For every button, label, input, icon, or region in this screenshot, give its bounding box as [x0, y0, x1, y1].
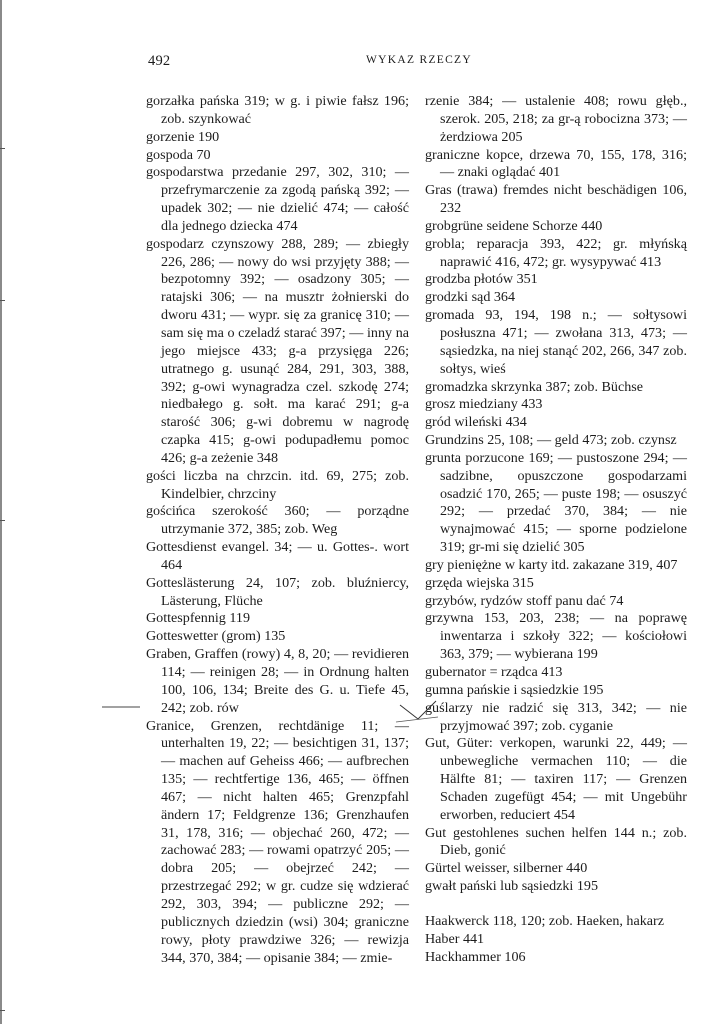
index-entry: Graben, Graffen (rowy) 4, 8, 20; — revidieren 114; — reinigen 28; — in Ordnung halten 100, 106, 134; Breite des G. u. Tiefe 45, 242; zob. rów: [146, 646, 409, 716]
index-entry: Gut gestohlenes suchen helfen 144 n.; zob. Dieb, gonić: [425, 824, 687, 859]
index-entry: gwałt pański lub sąsiedzki 195: [425, 878, 599, 895]
index-entry: grzywna 153, 203, 238; — na poprawę inwentarza i szkoły 322; — kościołowi 363, 379; — wybierana 199: [425, 610, 687, 663]
index-entry: rzenie 384; — ustalenie 408; rowu głęb., szerok. 205, 218; za gr-ą robocizna 373; — żerdziowa 205: [425, 93, 687, 145]
index-column-right: [425, 93, 687, 967]
index-entry: Gut, Güter: verkopen, warunki 22, 449; — unbewegliche vermachen 110; — die Hälfte 81; — taxiren 117; — Grenzen Schaden zugefügt 454; — mit Ungebühr erworben, reduciert 454: [425, 735, 687, 823]
index-entry: grobgrüne seidene Schorze 440: [425, 217, 603, 234]
scan-mark: [0, 520, 5, 521]
index-entry: gromadzka skrzynka 387; zob. Büchse: [425, 378, 643, 395]
index-entry: gospoda 70: [146, 146, 211, 163]
index-entry: gry pieniężne w karty itd. zakazane 319, 407: [425, 556, 678, 573]
index-entry: Gotteslästerung 24, 107; zob. bluźniercy, Lästerung, Flüche: [146, 574, 409, 609]
index-entry: grzęda wiejska 315: [425, 574, 534, 591]
index-entry: gości liczba na chrzcin. itd. 69, 275; zob. Kindelbier, chrzciny: [146, 467, 409, 502]
index-entry: Gottesdienst evangel. 34; — u. Gottes-. wort 464: [146, 539, 409, 573]
scan-edge-shadow: [0, 0, 2, 1024]
index-entry: gorzenie 190: [146, 128, 220, 145]
index-entry: gorzałka pańska 319; w g. i piwie fałsz 196; zob. szynkować: [146, 93, 409, 127]
index-entry: Grundzins 25, 108; — geld 473; zob. czynsz: [425, 432, 677, 449]
running-head: WYKAZ RZECZY: [366, 54, 472, 66]
page-number: 492: [148, 53, 171, 69]
index-entry: Gürtel weisser, silberner 440: [425, 860, 588, 877]
index-entry: grobla; reparacja 393, 422; gr. młyńską naprawić 416, 472; gr. wysypywać 413: [425, 235, 687, 270]
index-entry: gospodarstwa przedanie 297, 302, 310; — przefrymarczenie za zgodą pańską 392; — upadek 302; — nie dzielić 474; — całość dla jednego dziecka 474: [146, 164, 409, 234]
index-entry: graniczne kopce, drzewa 70, 155, 178, 316; — znaki oglądać 401: [425, 146, 687, 181]
index-entry: grosz miedziany 433: [425, 396, 543, 413]
index-entry: Granice, Grenzen, rechtdänige 11; — unterhalten 19, 22; — besichtigen 31, 137; — machen auf Geheiss 466; — aufbrechen 135; — rechtfertige 136, 465; — öffnen 467; — nicht halten 465; Grenzpfahl ändern 17; Feldgrenze 136; Grenzhaufen 31, 178, 316; — objechać 260, 472; — zachować 283; — rowami opatrzyć 205; — dobra 205; — obejrzeć 242; — przestrzegać 292; w gr. cudze się wdzierać 292, 303, 394; — publiczne 292; — publicznych dziedzin (wsi) 304; graniczne rowy, płoty prawdziwe 326; — rewizja 344, 370, 384; — opisanie 384; — zmie-: [146, 717, 409, 966]
index-entry: gromada 93, 194, 198 n.; — sołtysowi posłuszna 471; — zwołana 313, 473; — sąsiedzka, na niej stanąć 202, 266, 347 zob. sołtys, wieś: [425, 307, 687, 377]
index-entry: Hackhammer 106: [425, 948, 526, 965]
index-entry: gospodarz czynszowy 288, 289; — zbiegły 226, 286; — nowy do wsi przyjęty 388; — bezpotomny 392; — osadzony 305; — ratajski 306; — na musztr żołnierski do dworu 431; — wypr. się za granicę 310; — sam się ma o czeladź starać 397; — inny na jego miejsce 433; g-a przysięga 226; utratnego g. usunąć 284, 291, 303, 388, 392; g-owi wynagradza czel. szkodę 274; niedbałego g. sołt. ma karać 291; g-a starość 306; g-wi dobremu w nagrodę czapka 415; g-owi podupadłemu pomoc 426; g-a zeżenie 348: [146, 235, 409, 466]
index-entry: gościńca szerokość 360; — porządne utrzymanie 372, 385; zob. Weg: [146, 503, 409, 538]
scan-mark: [0, 148, 5, 149]
index-entry: Haakwerck 118, 120; zob. Haeken, hakarz: [425, 912, 664, 929]
index-entry: grodzki sąd 364: [425, 289, 516, 306]
index-entry: gumna pańskie i sąsiedzkie 195: [425, 681, 604, 698]
index-entry: gubernator = rządca 413: [425, 664, 563, 680]
index-entry: grodzba płotów 351: [425, 271, 538, 288]
index-entry: Gottespfennig 119: [146, 610, 250, 627]
index-entry: grzybów, rydzów stoff panu dać 74: [425, 592, 624, 609]
index-entry: gród wileński 434: [425, 414, 527, 431]
index-entry: Gotteswetter (grom) 135: [146, 628, 286, 645]
index-entry: guślarzy nie radzić się 313, 342; — nie przyjmować 397; zob. cyganie: [425, 699, 687, 734]
scan-mark: [0, 300, 5, 301]
scan-mark: [0, 1010, 5, 1011]
index-entry: Haber 441: [425, 930, 485, 947]
index-entry: grunta porzucone 169; — pustoszone 294; — sadzibne, opuszczone gospodarzami osadzić 170, 265; — puste 198; — osuszyć 292; — przedać 370, 384; — nie wynajmować 415; — sporne podzielone 319; gr-mi się dzielić 305: [425, 449, 687, 556]
index-column-left: [146, 93, 409, 967]
index-entry: Gras (trawa) fremdes nicht beschädigen 106, 232: [425, 182, 687, 217]
